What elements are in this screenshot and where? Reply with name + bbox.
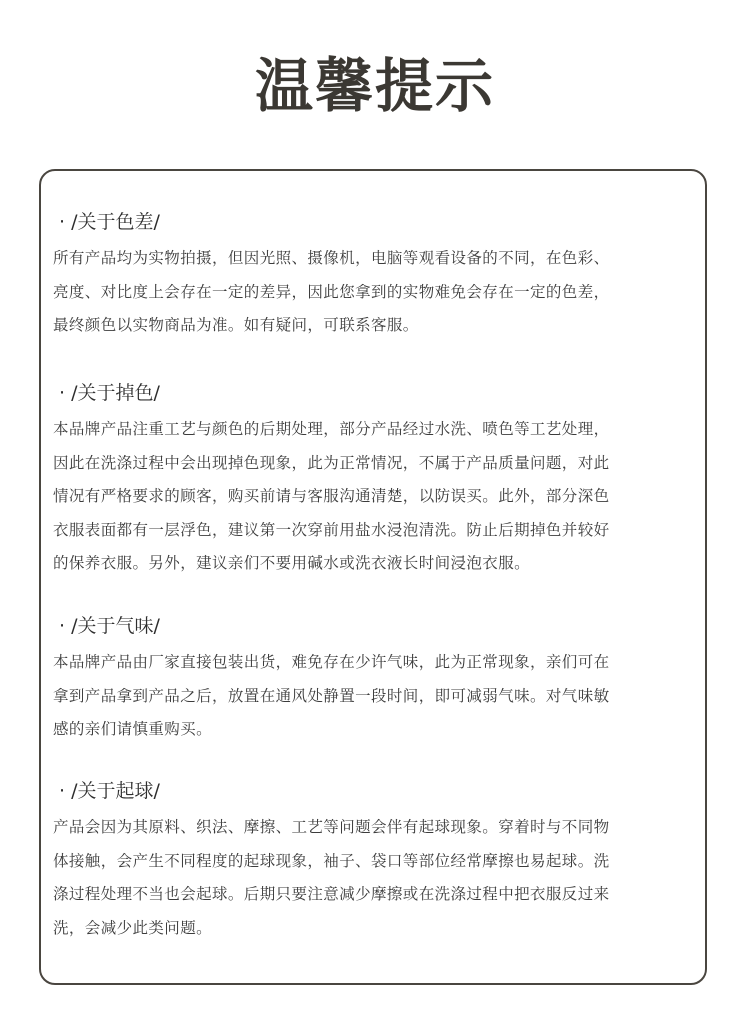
section-body (53, 646, 713, 747)
section-body (53, 413, 713, 581)
section-heading: · /关于掉色/ (59, 382, 160, 404)
body-line: 拿到产品拿到产品之后，放置在通风处静置一段时间，即可减弱气味。对气味敏 (53, 686, 610, 705)
body-line: 最终颜色以实物商品为准。如有疑问，可联系客服。 (53, 316, 419, 334)
section-heading: · /关于色差/ (59, 211, 160, 233)
body-line: 亮度、对比度上会存在一定的差异，因此您拿到的实物难免会存在一定的色差， (53, 282, 610, 301)
body-line: 感的亲们请慎重购买。 (53, 720, 213, 738)
body-line: 衣服表面都有一层浮色，建议第一次穿前用盐水浸泡清洗。防止后期掉色并较好 (53, 520, 610, 539)
body-line: 涤过程处理不当也会起球。后期只要注意减少摩擦或在洗涤过程中把衣服反过来 (53, 885, 610, 903)
section-color-difference (53, 208, 713, 343)
body-line: 洗，会减少此类问题。 (53, 918, 213, 937)
section-pilling (53, 777, 713, 945)
body-line: 情况有严格要求的顾客，购买前请与客服沟通清楚，以防误买。此外，部分深色 (53, 487, 610, 505)
body-line: 本品牌产品注重工艺与颜色的后期处理，部分产品经过水洗、喷色等工艺处理， (53, 420, 610, 438)
section-heading: · /关于起球/ (59, 780, 160, 802)
section-heading: · /关于气味/ (59, 615, 160, 637)
section-fading (53, 379, 713, 581)
body-line: 本品牌产品由厂家直接包装出货，难免存在少许气味，此为正常现象，亲们可在 (53, 653, 610, 671)
page-title: 温馨提示 (254, 52, 495, 120)
body-line: 因此在洗涤过程中会出现掉色现象，此为正常情况，不属于产品质量问题，对此 (53, 453, 610, 472)
section-body (53, 242, 713, 343)
body-line: 体接触，会产生不同程度的起球现象，袖子、袋口等部位经常摩擦也易起球。洗 (53, 851, 610, 870)
body-line: 产品会因为其原料、织法、摩擦、工艺等问题会伴有起球现象。穿着时与不同物 (53, 818, 610, 836)
section-body (53, 811, 713, 945)
body-line: 所有产品均为实物拍摄，但因光照、摄像机，电脑等观看设备的不同，在色彩、 (53, 249, 610, 267)
section-odor (53, 612, 713, 747)
body-line: 的保养衣服。另外，建议亲们不要用碱水或洗衣液长时间浸泡衣服。 (53, 554, 531, 572)
